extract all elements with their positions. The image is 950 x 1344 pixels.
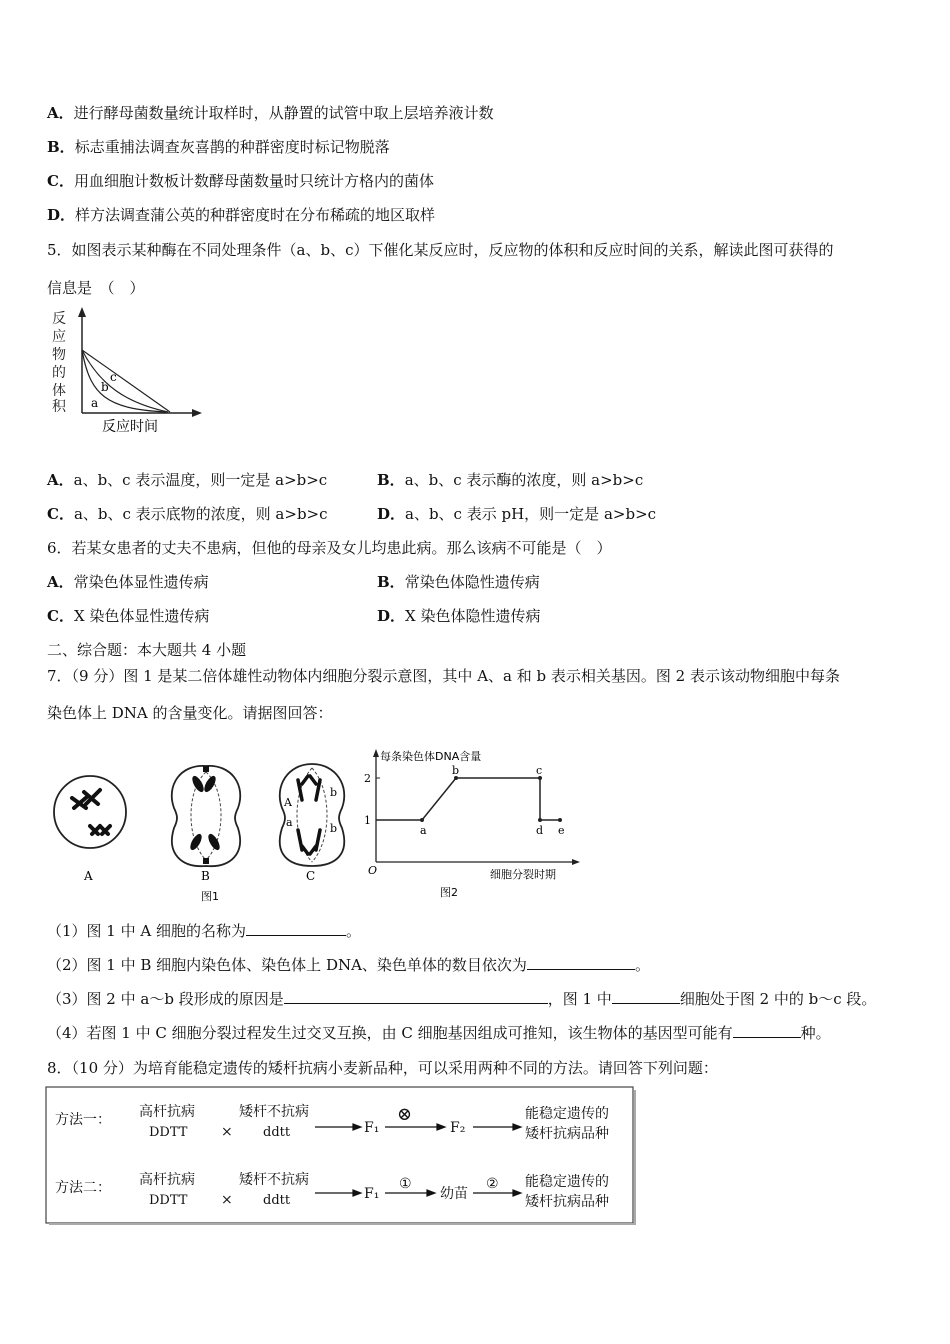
q7-figure1 [46,750,356,910]
cell-label-a: A [84,869,93,883]
point-label-b: b [452,764,460,777]
cell-c-chromosomes [298,776,320,854]
section-heading: 二、综合题：本大题共 4 小题 [47,641,247,659]
method1-parent1: 高杆抗病 [139,1104,195,1120]
curve-label-c: c [110,370,117,384]
step1-marker: ① [399,1176,412,1192]
q5-option-a: A．a、b、c 表示温度，则一定是 a>b>c [47,471,328,489]
curve-label-a: a [91,396,99,410]
method1-genotype2: ddtt [263,1125,291,1140]
q7-sub4: （4）若图 1 中 C 细胞分裂过程发生过交叉互换，由 C 细胞基因组成可推知，该生物体的基因型可能有 种。 [47,1024,831,1042]
q6-option-d: D．X 染色体隐性遗传病 [377,607,541,625]
q5-option-c: C．a、b、c 表示底物的浓度，则 a>b>c [47,505,328,523]
y-axis-arrow [78,307,86,317]
point-a [420,818,424,822]
method2-seedling: 幼苗 [440,1186,468,1202]
method2-result-line1: 能稳定遗传的 [525,1174,609,1190]
ylabel-char: 积 [52,399,66,415]
point-label-d: d [536,824,544,837]
method2-parent2: 矮杆不抗病 [239,1172,309,1188]
q7-stem-line2: 染色体上 DNA 的含量变化。请据图回答： [47,704,333,722]
x-axis-label: 反应时间 [102,419,158,435]
method2-label: 方法二： [55,1180,111,1196]
gene-label-b-lower: b [330,822,338,835]
y-tick-1: 1 [364,814,371,827]
point-label-e: e [558,824,565,837]
q4-option-d: D．样方法调查蒲公英的种群密度时在分布稀疏的地区取样 [47,206,436,224]
figure2-title: 每条染色体DNA含量 [380,750,482,763]
method1-f2: F₂ [450,1120,466,1136]
ylabel-char: 的 [52,365,66,381]
q8-stem: 8．（10 分）为培育能稳定遗传的矮杆抗病小麦新品种，可以采用两种不同的方法。请回答下列问题： [47,1059,718,1077]
method2-parent1: 高杆抗病 [139,1172,195,1188]
gene-label-A: A [284,796,292,809]
ylabel-char: 应 [52,329,66,345]
point-e [558,818,562,822]
method2-f1: F₁ [364,1186,380,1202]
answer-blank[interactable] [284,989,548,1004]
gene-label-b-upper: b [330,786,338,799]
answer-blank[interactable] [246,921,346,936]
fig2-x-label: 细胞分裂时期 [490,868,556,881]
method2-cross: × [221,1192,233,1208]
method1-cross: × [221,1124,233,1140]
method1-f1: F₁ [364,1120,380,1136]
method1-result-line2: 矮杆抗病品种 [525,1126,609,1142]
q5-enzyme-graph [46,305,206,440]
method1-parent2: 矮杆不抗病 [239,1104,309,1120]
method1-genotype1: DDTT [149,1125,188,1140]
method1-result-line1: 能稳定遗传的 [525,1106,609,1122]
x-axis-arrow [192,409,202,417]
method2-genotype1: DDTT [149,1193,188,1208]
cell-a-membrane [54,776,126,848]
q5-stem-line1: 5．如图表示某种酶在不同处理条件（a、b、c）下催化某反应时，反应物的体积和反应时间的关系，解读此图可获得的 [47,241,834,259]
figure2-caption: 图2 [440,886,458,899]
ylabel-char: 体 [52,383,66,399]
q7-figure2 [362,744,584,904]
figure1-caption: 图1 [201,890,219,903]
cell-b-membrane [172,766,240,866]
answer-blank[interactable] [612,989,680,1004]
cell-b-chromosomes [188,766,222,864]
origin-label: O [368,864,378,877]
curve-label-b: b [101,380,109,394]
q7-sub2: （2）图 1 中 B 细胞内染色体、染色体上 DNA、染色单体的数目依次为 。 [47,956,650,974]
gene-label-a: a [286,816,293,829]
q5-option-b: B．a、b、c 表示酶的浓度，则 a>b>c [377,471,644,489]
ylabel-char: 物 [52,347,66,363]
answer-blank[interactable] [527,955,635,970]
q4-option-a: A．进行酵母菌数量统计取样时，从静置的试管中取上层培养液计数 [47,104,494,122]
q5-stem-line2: 信息是 （ ） [47,279,145,297]
q6-option-c: C．X 染色体显性遗传病 [47,607,210,625]
fig2-x-arrow [572,859,580,865]
q7-sub3: （3）图 2 中 a～b 段形成的原因是 ，图 1 中 细胞处于图 2 中的 b～c 段。 [47,990,877,1008]
q7-sub1: （1）图 1 中 A 细胞的名称为 。 [47,922,362,940]
q7-stem-line1: 7．（9 分）图 1 是某二倍体雄性动物体内细胞分裂示意图，其中 A、a 和 b 表示相关基因。图 2 表示该动物细胞中每条 [47,667,840,685]
method2-genotype2: ddtt [263,1193,291,1208]
dna-content-line [376,778,560,820]
point-label-c: c [536,764,543,777]
q6-option-a: A．常染色体显性遗传病 [47,573,209,591]
q6-option-b: B．常染色体隐性遗传病 [377,573,540,591]
step2-marker: ② [486,1176,499,1192]
cell-label-c: C [306,869,316,883]
point-label-a: a [420,824,427,837]
cell-a-chromosomes [72,790,110,834]
method1-label: 方法一： [55,1112,111,1128]
point-d [538,818,542,822]
q4-option-c: C．用血细胞计数板计数酵母菌数量时只统计方格内的菌体 [47,172,434,190]
ylabel-char: 反 [52,311,66,327]
q4-option-b: B．标志重捕法调查灰喜鹊的种群密度时标记物脱落 [47,138,390,156]
method2-result-line2: 矮杆抗病品种 [525,1194,609,1210]
q6-stem: 6．若某女患者的丈夫不患病，但他的母亲及女儿均患此病。那么该病不可能是（ ） [47,539,612,557]
fig2-y-arrow [373,749,379,757]
q8-breeding-diagram [45,1086,637,1226]
selfing-symbol: ⊗ [397,1104,413,1125]
cell-label-b: B [201,869,210,883]
answer-blank[interactable] [733,1023,801,1038]
q5-option-d: D．a、b、c 表示 pH，则一定是 a>b>c [377,505,657,523]
y-tick-2: 2 [364,772,371,785]
